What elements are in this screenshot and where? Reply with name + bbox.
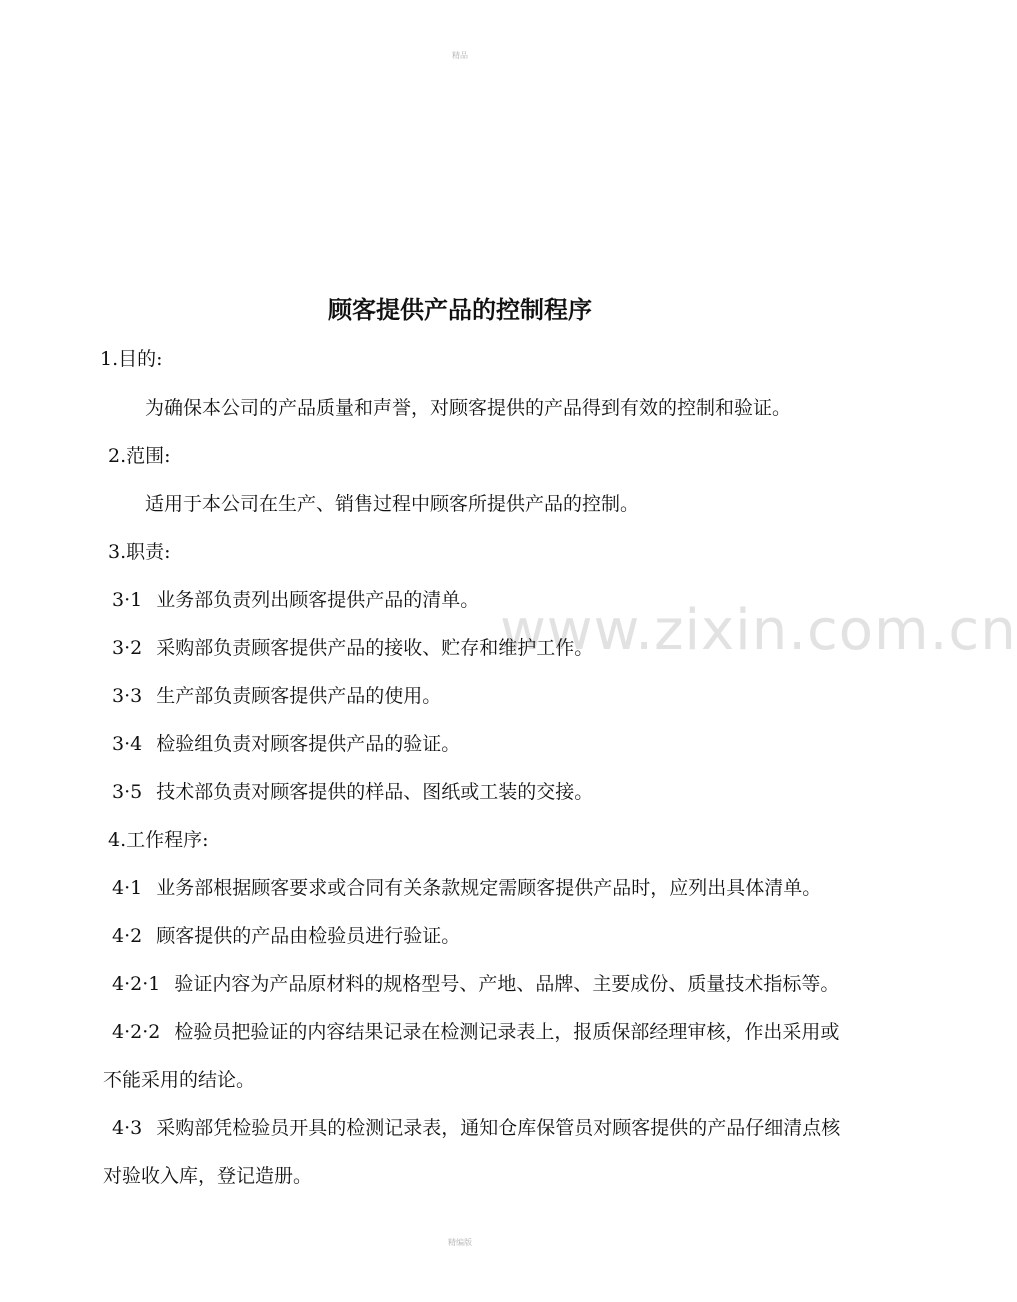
procedure-number: 4·2·2 (112, 1021, 161, 1043)
purpose-heading: 1.目的: (100, 348, 163, 370)
duty-item (112, 777, 593, 804)
procedure-continuation: 不能采用的结论。 (103, 1069, 256, 1091)
duty-number: 3·4 (112, 733, 143, 755)
duty-text: 检验组负责对顾客提供产品的验证。 (156, 733, 461, 755)
procedure-item (112, 873, 821, 900)
duties-heading: 3.职责: (108, 541, 171, 563)
scope-heading: 2.范围: (108, 445, 171, 467)
duty-text: 业务部负责列出顾客提供产品的清单。 (156, 589, 480, 611)
duty-number: 3·3 (112, 685, 143, 707)
procedure-number: 4·2·1 (112, 973, 161, 995)
procedure-number: 4·1 (112, 877, 143, 899)
procedure-item (112, 1017, 839, 1044)
procedure-text: 业务部根据顾客要求或合同有关条款规定需顾客提供产品时，应列出具体清单。 (156, 877, 822, 899)
duty-item (112, 681, 441, 708)
procedure-continuation: 对验收入库，登记造册。 (103, 1165, 313, 1187)
duty-item (112, 585, 479, 612)
footer-mark: 精编版 (448, 1238, 472, 1247)
procedure-text: 验证内容为产品原材料的规格型号、产地、品牌、主要成份、质量技术指标等。 (174, 973, 840, 995)
procedure-item (112, 921, 460, 948)
watermark: www.zixin.com.cn (500, 598, 1017, 663)
duty-number: 3·5 (112, 781, 143, 803)
duty-item (112, 633, 593, 660)
procedure-text: 采购部凭检验员开具的检测记录表，通知仓库保管员对顾客提供的产品仔细清点核 (156, 1117, 841, 1139)
procedure-item (112, 969, 839, 996)
procedure-number: 4·3 (112, 1117, 143, 1139)
duty-text: 生产部负责顾客提供产品的使用。 (156, 685, 442, 707)
procedure-heading: 4.工作程序: (108, 829, 209, 851)
duty-number: 3·2 (112, 637, 143, 659)
duty-item (112, 729, 460, 756)
procedure-text: 顾客提供的产品由检验员进行验证。 (156, 925, 461, 947)
duty-text: 采购部负责顾客提供产品的接收、贮存和维护工作。 (156, 637, 594, 659)
purpose-text: 为确保本公司的产品质量和声誉，对顾客提供的产品得到有效的控制和验证。 (145, 397, 792, 419)
procedure-number: 4·2 (112, 925, 143, 947)
header-mark: 精品 (452, 51, 468, 60)
duty-number: 3·1 (112, 589, 143, 611)
procedure-item (112, 1113, 840, 1140)
document-title: 顾客提供产品的控制程序 (328, 295, 592, 324)
procedure-text: 检验员把验证的内容结果记录在检测记录表上，报质保部经理审核，作出采用或 (174, 1021, 840, 1043)
duty-text: 技术部负责对顾客提供的样品、图纸或工装的交接。 (156, 781, 594, 803)
scope-text: 适用于本公司在生产、销售过程中顾客所提供产品的控制。 (145, 493, 640, 515)
